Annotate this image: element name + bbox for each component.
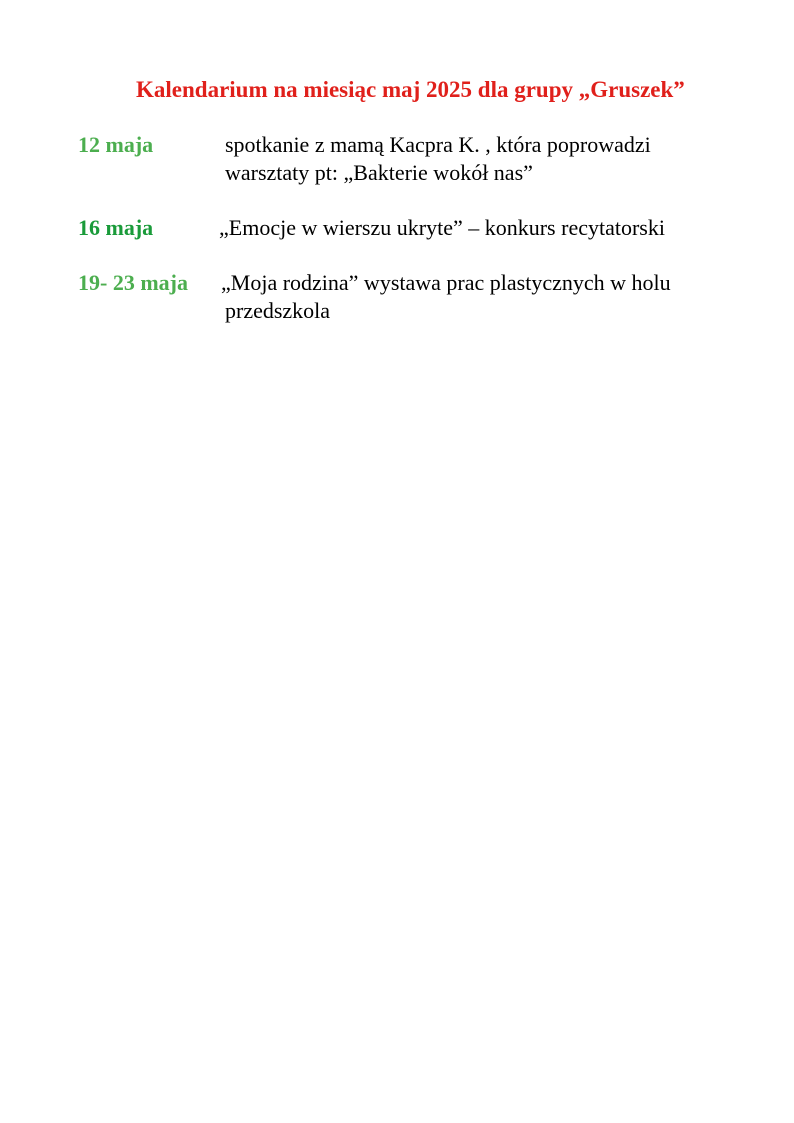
- event-description-1-line-2: warsztaty pt: „Bakterie wokół nas”: [225, 160, 533, 185]
- document-title: Kalendarium na miesiąc maj 2025 dla grupy „Gruszek”: [136, 77, 685, 102]
- event-description-2-line-1: „Emocje w wierszu ukryte” – konkurs recytatorski: [219, 215, 665, 240]
- event-date-1: 12 maja: [78, 132, 154, 157]
- event-description-3-line-2: przedszkola: [225, 298, 331, 323]
- event-date-2: 16 maja: [78, 215, 154, 240]
- event-date-3: 19- 23 maja: [78, 270, 188, 295]
- event-description-1-line-1: spotkanie z mamą Kacpra K. , która poprowadzi: [225, 132, 651, 157]
- event-description-3-line-1: „Moja rodzina” wystawa prac plastycznych w holu: [221, 270, 671, 295]
